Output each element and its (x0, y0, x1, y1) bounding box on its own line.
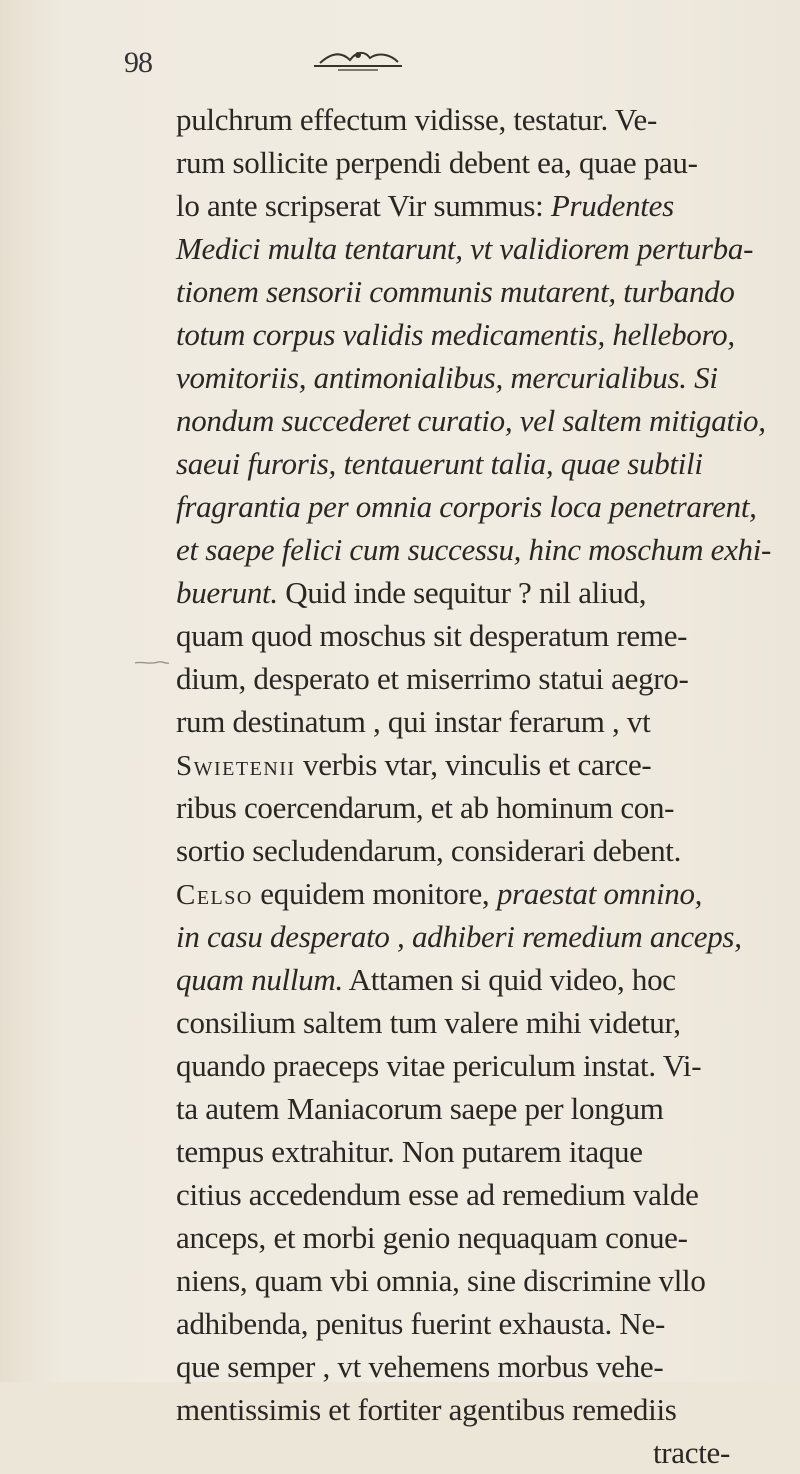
text-line (176, 356, 736, 399)
text-span: niens, quam vbi omnia, sine discrimine vllo (176, 1263, 706, 1298)
text-line (176, 399, 766, 442)
text-line (176, 184, 736, 227)
text-line (176, 657, 736, 700)
text-line (176, 1001, 736, 1044)
text-line (176, 98, 736, 141)
text-line (176, 141, 736, 184)
text-line (176, 614, 736, 657)
text-span: tempus extrahitur. Non putarem itaque (176, 1134, 643, 1169)
text-line (176, 915, 742, 958)
text-span: nondum succederet curatio, vel saltem mitigatio, (176, 403, 766, 438)
text-line (176, 227, 754, 270)
text-line (176, 270, 736, 313)
text-line (176, 1087, 736, 1130)
text-span: ta autem Maniacorum saepe per longum (176, 1091, 664, 1126)
text-line (176, 1173, 736, 1216)
text-line (176, 1302, 736, 1345)
text-span: adhibenda, penitus fuerint exhausta. Ne- (176, 1306, 665, 1341)
page-number: 98 (124, 46, 152, 79)
text-line (176, 1216, 736, 1259)
text-span: totum corpus validis medicamentis, helleboro, (176, 317, 735, 352)
text-span: dium, desperato et miserrimo statui aegro- (176, 661, 689, 696)
text-line (176, 485, 757, 528)
text-span: rum sollicite perpendi debent ea, quae pau- (176, 145, 698, 180)
text-span: rum destinatum , qui instar ferarum , vt (176, 704, 651, 739)
author-name: Celso (176, 879, 253, 911)
text-line (176, 1130, 736, 1173)
text-span: que semper , vt vehemens morbus vehe- (176, 1349, 664, 1384)
body-text (176, 98, 772, 1474)
text-line (176, 829, 736, 872)
text-line (176, 1388, 736, 1431)
text-span: verbis vtar, vinculis et carce- (295, 747, 652, 782)
text-line (176, 313, 736, 356)
text-span: pulchrum effectum vidisse, testatur. Ve- (176, 102, 658, 137)
text-line (176, 442, 736, 485)
text-span: anceps, et morbi genio nequaquam conue- (176, 1220, 688, 1255)
text-span: fragrantia per omnia corporis loca penetrarent, (176, 489, 757, 524)
text-line (176, 571, 736, 614)
text-span: equidem monitore, (252, 876, 497, 911)
text-span: mentissimis et fortiter agentibus remediis (176, 1392, 677, 1427)
text-span: vomitoriis, antimonialibus, mercurialibus. Si (176, 360, 718, 395)
text-line (176, 1259, 736, 1302)
page-header (124, 42, 644, 82)
text-span: in casu desperato , adhiberi remedium anceps, (176, 919, 742, 954)
author-name: Swietenii (176, 750, 296, 782)
text-span: lo ante scripserat Vir summus: (176, 188, 551, 223)
text-line (176, 958, 736, 1001)
text-span: quam quod moschus sit desperatum reme- (176, 618, 688, 653)
text-line (176, 528, 772, 571)
text-span: buerunt. (176, 575, 278, 610)
text-span: tionem sensorii communis mutarent, turbando (176, 274, 735, 309)
text-line (176, 872, 736, 915)
text-span: quam nullum. (176, 962, 343, 997)
text-span: quando praeceps vitae periculum instat. Vi- (176, 1048, 702, 1083)
text-span: Quid inde sequitur ? nil aliud, (277, 575, 647, 610)
text-span: sortio secludendarum, considerari debent. (176, 833, 682, 868)
text-line (176, 743, 736, 786)
text-span: Medici multa tentarunt, vt validiorem perturba- (176, 231, 754, 266)
text-line (176, 700, 736, 743)
text-span: tracte- (652, 1435, 730, 1470)
text-span: et saepe felici cum successu, hinc moschum exhi- (176, 532, 772, 567)
text-span: Attamen si quid video, hoc (342, 962, 676, 997)
text-span: saeui furoris, tentauerunt talia, quae subtili (176, 446, 703, 481)
margin-ink-mark (134, 660, 170, 666)
text-line (176, 786, 736, 829)
text-line (176, 1044, 736, 1087)
text-span: praestat omnino, (496, 876, 703, 911)
text-span: citius accedendum esse ad remedium valde (176, 1177, 699, 1212)
text-line (176, 1431, 736, 1474)
text-span: consilium saltem tum valere mihi videtur, (176, 1005, 681, 1040)
printer-ornament-icon (310, 48, 406, 72)
text-span: Prudentes (550, 188, 674, 223)
text-span: ribus coercendarum, et ab hominum con- (176, 790, 675, 825)
